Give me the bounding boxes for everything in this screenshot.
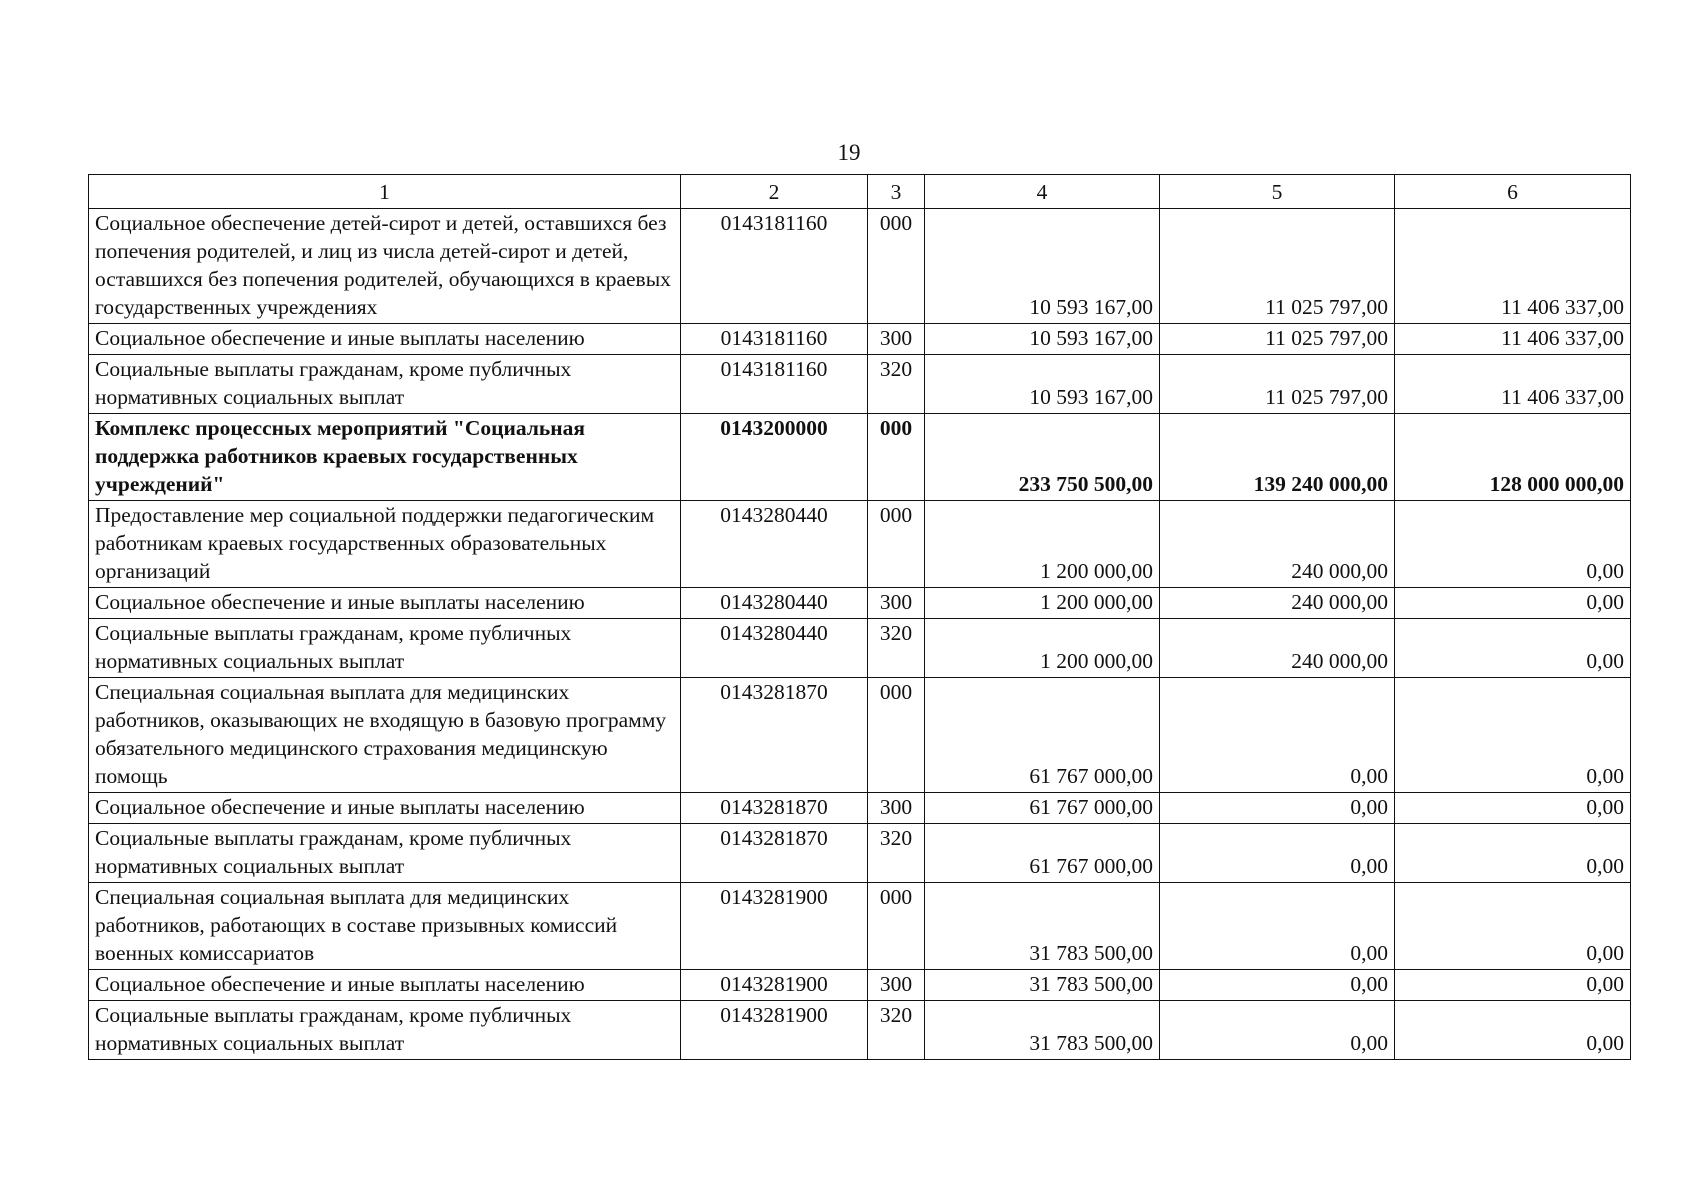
row-name-cell: Социальное обеспечение и иные выплаты населению [89, 588, 681, 619]
amount-col6-cell: 0,00 [1395, 619, 1631, 678]
target-article-code-cell: 0143181160 [681, 209, 868, 324]
row-name-cell: Предоставление мер социальной поддержки педагогическим работникам краевых государственных образовательных организаций [89, 501, 681, 588]
amount-col5-cell: 11 025 797,00 [1160, 209, 1395, 324]
table-row [89, 355, 1631, 414]
expense-type-code-cell: 300 [868, 970, 925, 1001]
column-number: 5 [1160, 175, 1395, 209]
column-number: 1 [89, 175, 681, 209]
table-row [89, 678, 1631, 793]
row-name-cell: Социальные выплаты гражданам, кроме публичных нормативных социальных выплат [89, 355, 681, 414]
row-name-cell: Социальное обеспечение и иные выплаты населению [89, 970, 681, 1001]
row-name-cell: Социальное обеспечение детей-сирот и детей, оставшихся без попечения родителей, и лиц из числа детей-сирот и детей, оставшихся без попечения родителей, обучающихся в краевых государственных учреждениях [89, 209, 681, 324]
table-row [89, 324, 1631, 355]
amount-col5-cell: 139 240 000,00 [1160, 414, 1395, 501]
column-number: 4 [925, 175, 1160, 209]
expense-type-code-cell: 320 [868, 824, 925, 883]
amount-col4-cell: 31 783 500,00 [925, 1001, 1160, 1060]
table-row [89, 824, 1631, 883]
amount-col5-cell: 11 025 797,00 [1160, 324, 1395, 355]
expense-type-code-cell: 000 [868, 209, 925, 324]
amount-col4-cell: 1 200 000,00 [925, 619, 1160, 678]
amount-col5-cell: 0,00 [1160, 883, 1395, 970]
table-row [89, 501, 1631, 588]
amount-col4-cell: 233 750 500,00 [925, 414, 1160, 501]
row-name-cell: Специальная социальная выплата для медицинских работников, оказывающих не входящую в базовую программу обязательного медицинского страхования медицинскую помощь [89, 678, 681, 793]
target-article-code-cell: 0143281900 [681, 970, 868, 1001]
target-article-code-cell: 0143181160 [681, 355, 868, 414]
table-row [89, 970, 1631, 1001]
target-article-code-cell: 0143200000 [681, 414, 868, 501]
row-name-cell: Социальное обеспечение и иные выплаты населению [89, 793, 681, 824]
target-article-code-cell: 0143281870 [681, 678, 868, 793]
amount-col5-cell: 240 000,00 [1160, 619, 1395, 678]
amount-col5-cell: 0,00 [1160, 793, 1395, 824]
expense-type-code-cell: 000 [868, 501, 925, 588]
amount-col4-cell: 1 200 000,00 [925, 588, 1160, 619]
amount-col5-cell: 0,00 [1160, 1001, 1395, 1060]
amount-col4-cell: 10 593 167,00 [925, 324, 1160, 355]
amount-col6-cell: 0,00 [1395, 501, 1631, 588]
target-article-code-cell: 0143280440 [681, 588, 868, 619]
amount-col6-cell: 0,00 [1395, 678, 1631, 793]
table-row [89, 1001, 1631, 1060]
expense-type-code-cell: 000 [868, 883, 925, 970]
amount-col5-cell: 0,00 [1160, 678, 1395, 793]
table-row [89, 793, 1631, 824]
column-number: 6 [1395, 175, 1631, 209]
amount-col6-cell: 0,00 [1395, 824, 1631, 883]
expense-type-code-cell: 320 [868, 619, 925, 678]
amount-col5-cell: 240 000,00 [1160, 501, 1395, 588]
amount-col6-cell: 0,00 [1395, 793, 1631, 824]
amount-col6-cell: 0,00 [1395, 970, 1631, 1001]
row-name-cell: Социальные выплаты гражданам, кроме публичных нормативных социальных выплат [89, 824, 681, 883]
row-name-cell: Социальное обеспечение и иные выплаты населению [89, 324, 681, 355]
amount-col4-cell: 1 200 000,00 [925, 501, 1160, 588]
amount-col4-cell: 61 767 000,00 [925, 824, 1160, 883]
amount-col4-cell: 10 593 167,00 [925, 209, 1160, 324]
table-row [89, 209, 1631, 324]
amount-col6-cell: 0,00 [1395, 588, 1631, 619]
target-article-code-cell: 0143281900 [681, 1001, 868, 1060]
row-name-cell: Социальные выплаты гражданам, кроме публичных нормативных социальных выплат [89, 1001, 681, 1060]
target-article-code-cell: 0143281870 [681, 824, 868, 883]
target-article-code-cell: 0143280440 [681, 619, 868, 678]
row-name-cell: Комплекс процессных мероприятий "Социальная поддержка работников краевых государственных учреждений" [89, 414, 681, 501]
expense-type-code-cell: 320 [868, 355, 925, 414]
amount-col6-cell: 11 406 337,00 [1395, 209, 1631, 324]
target-article-code-cell: 0143280440 [681, 501, 868, 588]
target-article-code-cell: 0143281870 [681, 793, 868, 824]
amount-col6-cell: 11 406 337,00 [1395, 355, 1631, 414]
expense-type-code-cell: 300 [868, 324, 925, 355]
target-article-code-cell: 0143281900 [681, 883, 868, 970]
column-number: 2 [681, 175, 868, 209]
row-name-cell: Специальная социальная выплата для медицинских работников, работающих в составе призывных комиссий военных комиссариатов [89, 883, 681, 970]
column-number: 3 [868, 175, 925, 209]
table-row [89, 588, 1631, 619]
amount-col4-cell: 31 783 500,00 [925, 970, 1160, 1001]
amount-col6-cell: 0,00 [1395, 1001, 1631, 1060]
target-article-code-cell: 0143181160 [681, 324, 868, 355]
budget-table [88, 174, 1631, 1060]
amount-col5-cell: 240 000,00 [1160, 588, 1395, 619]
amount-col4-cell: 61 767 000,00 [925, 678, 1160, 793]
column-number-row [89, 175, 1631, 209]
row-name-cell: Социальные выплаты гражданам, кроме публичных нормативных социальных выплат [89, 619, 681, 678]
amount-col6-cell: 11 406 337,00 [1395, 324, 1631, 355]
amount-col4-cell: 31 783 500,00 [925, 883, 1160, 970]
amount-col6-cell: 128 000 000,00 [1395, 414, 1631, 501]
expense-type-code-cell: 000 [868, 678, 925, 793]
amount-col5-cell: 0,00 [1160, 824, 1395, 883]
table-row [89, 883, 1631, 970]
amount-col6-cell: 0,00 [1395, 883, 1631, 970]
expense-type-code-cell: 000 [868, 414, 925, 501]
amount-col5-cell: 11 025 797,00 [1160, 355, 1395, 414]
expense-type-code-cell: 300 [868, 793, 925, 824]
amount-col4-cell: 10 593 167,00 [925, 355, 1160, 414]
amount-col4-cell: 61 767 000,00 [925, 793, 1160, 824]
table-row [89, 619, 1631, 678]
expense-type-code-cell: 320 [868, 1001, 925, 1060]
amount-col5-cell: 0,00 [1160, 970, 1395, 1001]
expense-type-code-cell: 300 [868, 588, 925, 619]
table-row [89, 414, 1631, 501]
page-number: 19 [837, 140, 861, 165]
